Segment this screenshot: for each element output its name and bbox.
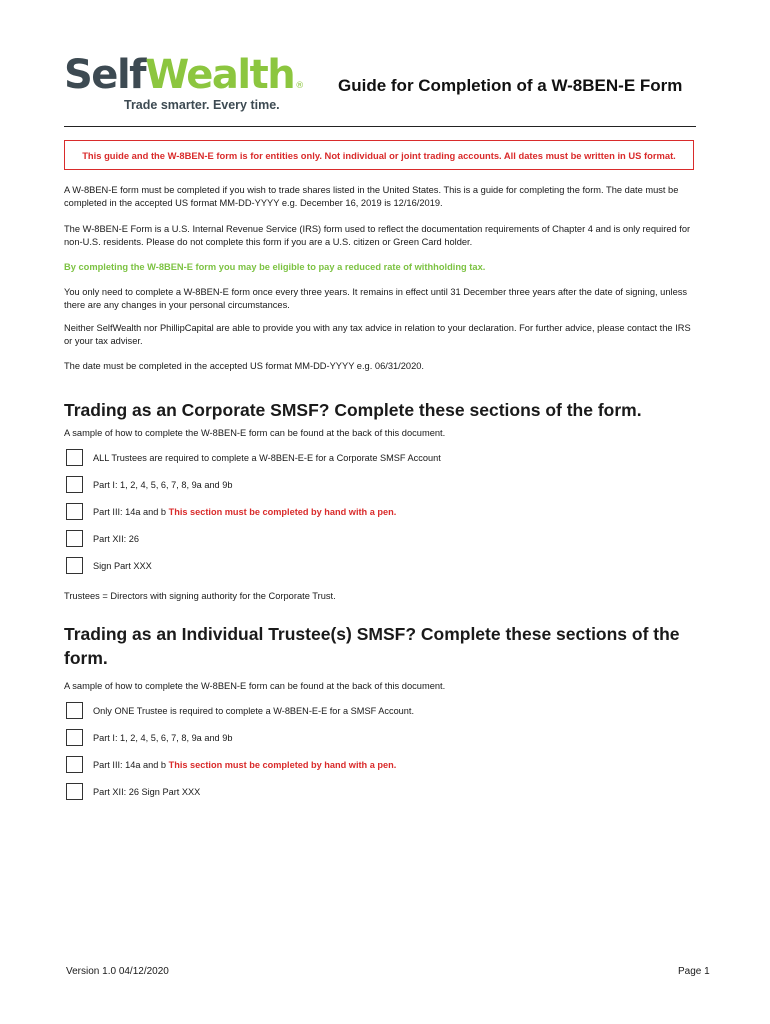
intro-paragraph-withholding: By completing the W-8BEN-E form you may be eligible to pay a reduced rate of withholding tax. [64,262,486,272]
checklist-item [64,778,696,805]
checkbox[interactable] [66,783,83,800]
checklist-label: Part III: 14a and b This section must be completed by hand with a pen. [93,506,397,517]
checkbox[interactable] [66,449,83,466]
individual-sample-note: A sample of how to complete the W-8BEN-E form can be found at the back of this document. [64,681,446,691]
checkbox[interactable] [66,729,83,746]
checklist-label: Sign Part XXX [93,560,152,571]
intro-paragraph-date-format: The date must be completed in the accepted US format MM-DD-YYYY e.g. 06/31/2020. [64,361,425,371]
corporate-sample-note: A sample of how to complete the W-8BEN-E form can be found at the back of this document. [64,428,446,438]
checkbox[interactable] [66,530,83,547]
document-title: Guide for Completion of a W-8BEN-E Form [338,76,683,95]
checklist-label: Part I: 1, 2, 4, 5, 6, 7, 8, 9a and 9b [93,732,233,743]
individual-section-heading: Trading as an Individual Trustee(s) SMSF? Complete these sections of the form. [64,624,680,668]
hand-pen-warning: This section must be completed by hand with a pen. [168,759,397,770]
tagline: Trade smarter. Every time. [124,98,280,112]
checkbox[interactable] [66,476,83,493]
checklist-item [64,751,696,778]
registered-mark: ® [295,81,305,91]
corporate-checklist [64,444,696,579]
intro-paragraph-purpose: A W-8BEN-E form must be completed if you wish to trade shares listed in the United States. This is a guide for completing the form. The date must be completed in the accepted US format MM-DD-YYYY e.g. December 16, 2019 is 12/16/2019. [64,185,679,208]
entities-only-notice [64,140,694,170]
checkbox[interactable] [66,702,83,719]
checklist-item [64,444,696,471]
logo-self-text: Self [64,52,146,98]
hand-pen-warning: This section must be completed by hand with a pen. [168,506,397,517]
intro-paragraph-validity: You only need to complete a W-8BEN-E form once every three years. It remains in effect until 31 December three years after the date of signing, unless there are any changes in your personal circumstances. [64,287,688,310]
checklist-item [64,525,696,552]
checklist-item [64,552,696,579]
checklist-item [64,498,696,525]
checklist-item [64,697,696,724]
checkbox[interactable] [66,756,83,773]
trustees-note: Trustees = Directors with signing authority for the Corporate Trust. [64,591,336,601]
page-number: Page 1 [678,966,710,977]
individual-checklist [64,697,696,805]
checkbox[interactable] [66,503,83,520]
logo-wealth-text: Wealth [145,52,295,98]
checklist-label: ALL Trustees are required to complete a W-8BEN-E-E for a Corporate SMSF Account [93,452,441,463]
header-divider [64,126,696,127]
checklist-item [64,724,696,751]
checklist-label: Part III: 14a and b This section must be completed by hand with a pen. [93,759,397,770]
corporate-section-heading: Trading as an Corporate SMSF? Complete these sections of the form. [64,400,642,420]
checkbox[interactable] [66,557,83,574]
intro-paragraph-irs: The W-8BEN-E Form is a U.S. Internal Revenue Service (IRS) form used to reflect the documentation requirements of Chapter 4 and is only required for non-U.S. residents. Please do not complete this form if you are a U.S. citizen or Green Card holder. [64,224,691,247]
notice-text: This guide and the W-8BEN-E form is for entities only. Not individual or joint trading accounts. All dates must be written in US format. [82,149,676,161]
checklist-item [64,471,696,498]
checklist-label: Part XII: 26 [93,533,139,544]
checklist-label: Part I: 1, 2, 4, 5, 6, 7, 8, 9a and 9b [93,479,233,490]
checklist-label: Only ONE Trustee is required to complete a W-8BEN-E-E for a SMSF Account. [93,705,415,716]
intro-paragraph-tax-advice: Neither SelfWealth nor PhillipCapital are able to provide you with any tax advice in relation to your declaration. For further advice, please contact the IRS or your tax adviser. [64,323,691,346]
version-date: Version 1.0 04/12/2020 [66,966,169,977]
checklist-label: Part XII: 26 Sign Part XXX [93,786,201,797]
